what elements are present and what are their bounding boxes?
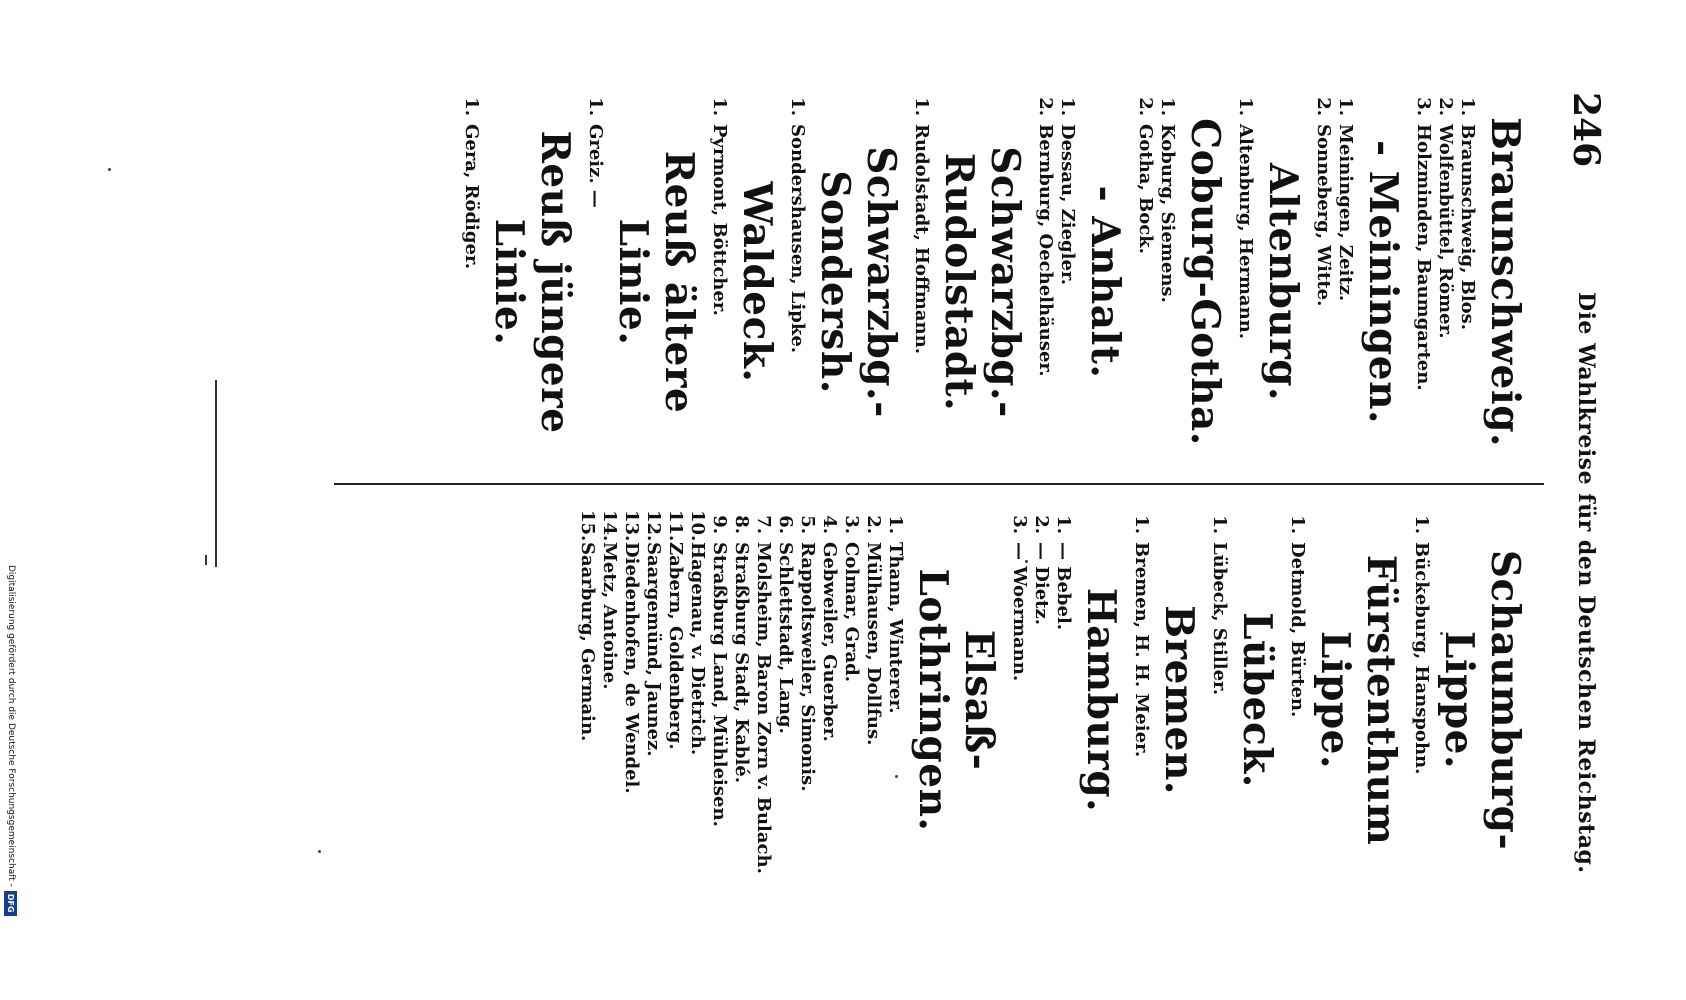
district-entry [460,92,482,472]
page-number: 246 [1565,92,1607,168]
district-entry [620,510,642,890]
district-entry [642,510,664,890]
district-seat-and-member: Zabern, Goldenberg. [665,542,686,750]
district-entry [1234,92,1256,472]
district-entry [1130,510,1152,890]
district-seat-and-member: Metz, Antoine. [599,542,620,690]
district-entry [1410,510,1432,890]
district-seat-and-member: Sonneberg, Witte. [1313,124,1334,307]
district-seat-and-member: Braunschweig, Blos. [1457,124,1478,331]
district-seat-and-member: Saargemünd, Jaunez. [643,542,664,757]
district-entry [1052,510,1074,890]
state-section-lübeck [1208,510,1280,890]
district-seat-and-member: Colmar, Grad. [841,542,862,682]
district-entry [708,510,730,890]
district-number: 1. [1209,515,1230,534]
state-section-altenburg [1234,92,1306,472]
margin-rule [215,380,217,567]
state-heading: Hamburg. [1078,587,1124,813]
district-seat-and-member: Wolfenbüttel, Römer. [1435,124,1456,339]
column-divider [334,483,1544,485]
district-entry [1434,92,1456,472]
district-number: 9. [709,515,730,534]
district-entry [598,510,620,890]
district-seat-and-member: Holzminden, Baumgarten. [1413,124,1434,391]
state-section-reuß-ältere-linie [584,92,702,472]
district-seat-and-member: Dessau, Ziegler. [1057,124,1078,286]
district-number: 1. [787,97,808,116]
district-seat-and-member: Molsheim, Baron Zorn v. Bulach. [753,542,774,874]
district-number: 1. [709,97,730,116]
district-seat-and-member: Rudolstadt, Hoffmann. [911,124,932,354]
district-seat-and-member: Straßburg Land, Mühleisen. [709,542,730,827]
district-entry [796,510,818,890]
district-seat-and-member: Diedenhofen, de Wendel. [621,542,642,794]
district-seat-and-member: Mülhausen, Dollfus. [863,542,884,746]
district-number: 1. [585,97,606,116]
state-section-anhalt [1034,92,1128,472]
district-entry [1134,92,1156,472]
state-heading: - Anhalt. [1082,185,1128,379]
district-number: 11. [665,510,686,542]
district-seat-and-member: Hagenau, v. Dietrich. [687,542,708,756]
state-heading: Lübeck. [1234,612,1280,788]
district-number: 1. [461,97,482,116]
state-heading: Bremen. [1156,605,1202,795]
district-number: 7. [753,515,774,534]
district-entry [1208,510,1230,890]
district-seat-and-member: Thann, Winterer. [885,542,906,714]
district-number: 13. [621,510,642,542]
state-section-waldeck [708,92,780,472]
district-entry [1334,92,1356,472]
district-seat-and-member: — Woermann. [1009,542,1030,682]
district-entry [1456,92,1478,472]
district-number: 2. [1313,97,1334,116]
district-entry [884,510,906,890]
state-section-schaumburg-lippe [1410,510,1528,890]
running-title: Die Wahlkreise für den Deutschen Reichstag. [1573,292,1599,874]
district-number: 1. [1131,515,1152,534]
district-number: 15. [577,510,598,542]
state-heading: - Meiningen. [1360,139,1406,425]
district-entry [752,510,774,890]
speck [318,850,321,853]
state-section-meiningen [1312,92,1406,472]
district-number: 2. [1435,97,1456,116]
state-section-hamburg [1008,510,1124,890]
district-seat-and-member: Saarburg, Germain. [577,542,598,742]
state-heading: Coburg-Gotha. [1182,118,1228,446]
district-seat-and-member: Bückeburg, Hanspohn. [1411,542,1432,775]
district-number: 6. [775,515,796,534]
district-entry [1412,92,1434,472]
margin-tick [205,555,207,565]
district-number: 14. [599,510,620,542]
district-number: 1. [1157,97,1178,116]
district-number: 1. [885,515,906,534]
district-seat-and-member: Rappoltsweiler, Simonis. [797,542,818,792]
speck [108,168,111,171]
district-number: 1. [1411,515,1432,534]
district-number: 5. [797,515,818,534]
district-seat-and-member: Detmold, Bürten. [1287,542,1308,718]
district-seat-and-member: Gotha, Bock. [1135,124,1156,254]
district-seat-and-member: Straßburg Stadt, Kablé. [731,542,752,784]
district-entry [862,510,884,890]
district-entry [1056,92,1078,472]
state-heading: Elsaß-Lothringen. [910,568,1002,832]
district-entry [818,510,840,890]
district-seat-and-member: Schlettstadt, Lang. [775,542,796,734]
district-number: 2. [1135,97,1156,116]
state-heading: Reuß ältere Linie. [610,150,702,414]
district-entry [774,510,796,890]
district-entry [1312,92,1334,472]
district-seat-and-member: Altenburg, Hermann. [1235,124,1256,340]
state-section-reuß-jüngere-linie [460,92,578,472]
running-head [1547,92,1607,898]
district-number: 2. [1035,97,1056,116]
district-seat-and-member: — Bebel. [1053,542,1074,631]
district-seat-and-member: Bremen, H. H. Meier. [1131,542,1152,758]
state-heading: Braunschweig. [1482,116,1528,448]
state-section-schwarzbg-rudolstadt [910,92,1028,472]
district-seat-and-member: Greiz. — [585,124,606,208]
state-section-coburg-gotha [1134,92,1228,472]
state-heading: Fürstenthum Lippe. [1312,554,1404,846]
district-entry [584,92,606,472]
district-entry [1034,92,1056,472]
district-number: 1. [1457,97,1478,116]
district-number: 1. [911,97,932,116]
district-entry [910,92,932,472]
state-section-bremen [1130,510,1202,890]
rotated-page-content [329,92,1619,898]
state-heading: Schaumburg-Lippe. [1436,549,1528,851]
district-seat-and-member: — Dietz. [1031,542,1052,625]
district-entry [708,92,730,472]
state-heading: Schwarzbg.-Rudolstadt. [936,146,1028,418]
district-entry [1008,510,1030,890]
state-section-elsaß-lothringen [576,510,1002,890]
district-number: 10. [687,510,708,542]
district-number: 2. [863,515,884,534]
district-number: 8. [731,515,752,534]
district-seat-and-member: Pyrmont, Böttcher. [709,124,730,316]
state-section-fürstenthum-lippe [1286,510,1404,890]
district-entry [664,510,686,890]
district-entry [786,92,808,472]
district-seat-and-member: Gebweiler, Guerber. [819,542,840,742]
district-number: 1. [1287,515,1308,534]
district-seat-and-member: Bernburg, Oechelhäuser. [1035,124,1056,377]
state-heading: Altenburg. [1260,162,1306,402]
district-entry [576,510,598,890]
district-number: 1. [1057,97,1078,116]
credit-text: Digitalisierung gefördert durch die Deutsche Forschungsgemeinschaft - [6,565,16,887]
district-number: 4. [819,515,840,534]
state-section-braunschweig [1412,92,1528,472]
district-number: 3. [1413,97,1434,116]
state-heading: Waldeck. [734,181,780,383]
state-section-schwarzbg-sondersh [786,92,904,472]
district-seat-and-member: Koburg, Siemens. [1157,124,1178,303]
district-number: 3. [1009,515,1030,534]
district-number: 3. [841,515,862,534]
district-entry [1030,510,1052,890]
district-entry [1156,92,1178,472]
district-entry [840,510,862,890]
right-column [572,510,1534,890]
district-seat-and-member: Meiningen, Zeitz. [1335,124,1356,302]
district-number: 1. [1053,515,1074,534]
dfg-logo: DFG [5,891,18,916]
district-number: 1. [1235,97,1256,116]
district-entry [730,510,752,890]
left-column [456,92,1534,472]
district-number: 12. [643,510,664,542]
district-number: 1. [1335,97,1356,116]
district-entry [686,510,708,890]
digitization-credit [4,565,18,935]
district-number: 2. [1031,515,1052,534]
district-seat-and-member: Sondershausen, Lipke. [787,124,808,354]
district-seat-and-member: Lübeck, Stiller. [1209,542,1230,696]
state-heading: Reuß jüngere Linie. [486,130,578,434]
state-heading: Schwarzbg.-Sondersh. [812,146,904,418]
district-entry [1286,510,1308,890]
district-seat-and-member: Gera, Rödiger. [461,124,482,270]
